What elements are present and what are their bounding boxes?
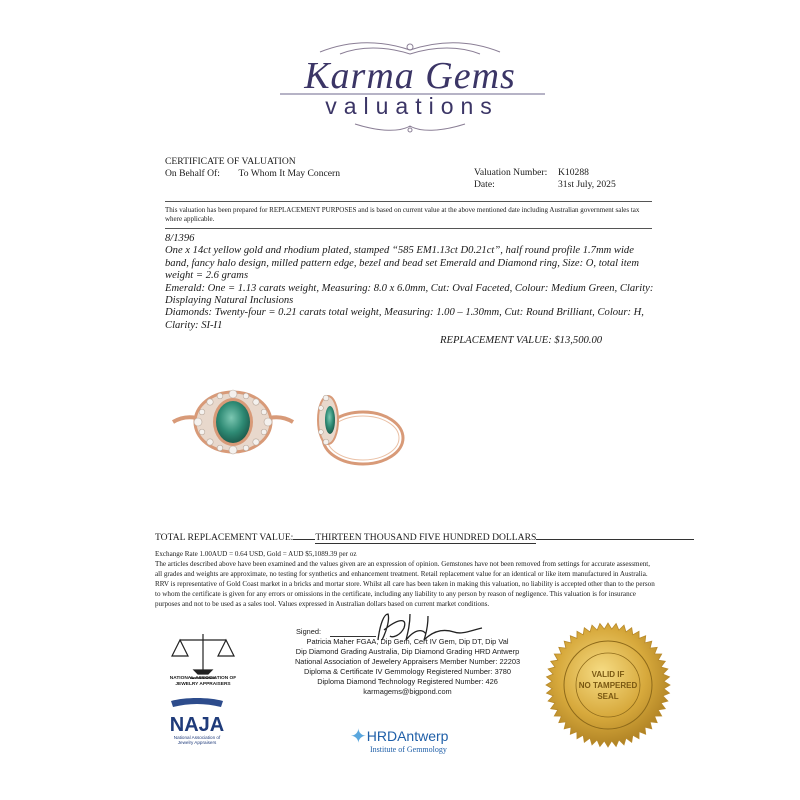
valuation-number: K10288	[558, 167, 589, 178]
ring-side-view	[318, 395, 403, 464]
item-description-block	[165, 233, 655, 332]
credential-line: National Association of Jewelery Appraisers Member Number: 22203	[294, 656, 521, 666]
seal-line-1: VALID IF	[591, 670, 625, 679]
seal-line-2: NO TAMPERED	[578, 681, 638, 690]
svg-text:Jewelry Appraisers: Jewelry Appraisers	[177, 740, 217, 745]
logo-script-text: Karma Gems	[304, 55, 516, 97]
date-label: Date:	[474, 178, 495, 190]
seal-line-3: SEAL	[597, 692, 619, 701]
naja-logo-text: NAJA	[169, 714, 225, 736]
credential-line: Dip Diamond Grading Australia, Dip Diamond Grading HRD Antwerp	[295, 646, 520, 656]
contact-email: karmagems@bigpond.com	[363, 686, 452, 696]
purpose-note: This valuation has been prepared for REPLACEMENT PURPOSES and is based on current value at the above mentioned date including Australian government sales tax where applicable.	[165, 206, 640, 223]
ring-front-view	[173, 390, 293, 454]
header-divider	[165, 201, 652, 202]
credential-line: Diploma & Certificate IV Gemmology Registered Number: 3780	[303, 666, 512, 676]
logo-sub-text: valuations	[325, 93, 499, 119]
gold-seal	[543, 620, 673, 750]
diamond-details: Diamonds: Twenty-four = 0.21 carats total weight, Measuring: 1.00 – 1.30mm, Cut: Round Brilliant, Colour: H, Clarity: SI-I1	[165, 307, 644, 331]
disclaimer-text: The articles described above have been examined and the values given are an expression of opinion. Gemstones have not been removed from settings for accurate assessment, all grades and weights are approximate, no testing for synthetics and enhancement treatment. Retail replacement value for an identical or like item manufactured in Australia. RRV is representative of Gold Coast market in a bricks and mortar store. Whilst all care has been taken in making this valuation, no liability is accepted other than to the person to whom the certificate is given for any errors or omissions in the certificate, including any liability to any person by reason of negligence. This valuation is for insurance purposes and not to be used as a sales tool. Values expressed in Australian dollars based on current market conditions.	[155, 560, 655, 608]
total-value-words: THIRTEEN THOUSAND FIVE HUNDRED DOLLARS	[315, 532, 537, 543]
naja-logo	[165, 697, 229, 747]
hrd-antwerp-logo	[350, 724, 448, 754]
credential-line: Diploma Diamond Technology Registered Number: 426	[317, 676, 498, 686]
replacement-value: REPLACEMENT VALUE: $13,500.00	[440, 335, 603, 346]
hrd-subtitle: Institute of Gemmology	[370, 745, 447, 754]
emerald-details: Emerald: One = 1.13 carats weight, Measuring: 8.0 x 6.0mm, Cut: Oval Faceted, Colour: Medium Green, Clarity: Displaying Natural Inclusions	[165, 282, 654, 307]
hrd-antwerp-text: HRDAntwerp	[366, 728, 449, 744]
valuation-date: 31st July, 2025	[558, 178, 616, 190]
valuation-number-label: Valuation Number:	[474, 167, 548, 178]
ring-photo	[168, 382, 413, 472]
item-description: One x 14ct yellow gold and rhodium plated, stamped “585 EM1.13ct D0.21ct”, half round profile 1.7mm wide band, fancy halo design, milled pattern edge, bezel and bead set Emerald and Diamond ring, Size: O, total item weight = 2.6 grams	[165, 245, 640, 282]
certificate-header	[165, 156, 340, 179]
svg-text:National Association of: National Association of	[173, 735, 221, 740]
star-icon: ✦	[350, 724, 367, 748]
emerald-stone	[216, 401, 250, 443]
item-ref: 8/1396	[165, 233, 195, 244]
signatory-credentials	[240, 637, 575, 696]
certificate-title: CERTIFICATE OF VALUATION	[165, 156, 296, 167]
valuation-meta	[474, 167, 616, 190]
total-replacement-value	[155, 532, 655, 544]
total-label: TOTAL REPLACEMENT VALUE:	[155, 532, 294, 543]
purpose-divider	[165, 228, 652, 229]
behalf-value: To Whom It May Concern	[238, 167, 340, 179]
karma-gems-logo	[260, 38, 560, 138]
behalf-label: On Behalf Of:	[165, 167, 220, 179]
signed-label: Signed:	[296, 627, 322, 636]
exchange-rate: Exchange Rate 1.00AUD = 0.64 USD, Gold = AUD $5,1089.39 per oz	[155, 550, 357, 558]
naja-small-caption: NATIONAL ASSOCIATION OF JEWELRY APPRAISERS	[169, 676, 237, 687]
credential-line: Patricia Maher FGAA, Dip Gem, Cert IV Gem, Dip DT, Dip Val	[306, 637, 509, 646]
